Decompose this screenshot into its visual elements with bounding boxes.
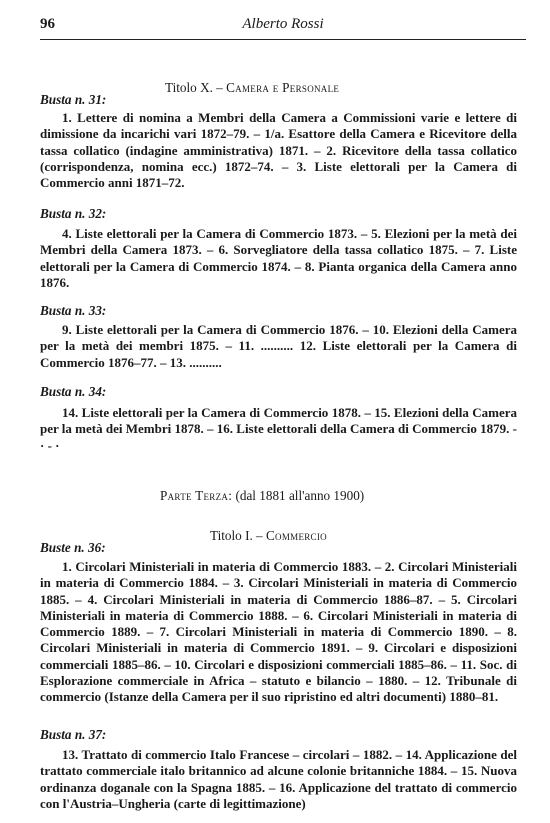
busta-heading: Busta n. 32: [40, 206, 107, 221]
section-title [165, 80, 339, 96]
busta-heading: Buste n. 36: [40, 540, 106, 555]
section-title-caps: Commercio [265, 528, 327, 543]
section-title [210, 528, 327, 544]
part-heading-caps: Parte Terza: [160, 488, 233, 503]
busta-heading: Busta n. 31: [40, 92, 107, 107]
section-title-prefix: Titolo I. – [210, 528, 266, 543]
inventory-paragraph: 4. Liste elettorali per la Camera di Commercio 1873. – 5. Elezioni per la metà dei Membri della Camera 1873. – 6. Sorvegliatore della tassa collatico 1875. – 7. Liste elettorali per la Camera di Commercio 1874. – 8. Pianta organica della Camera anno 1876. [40, 226, 517, 290]
header-rule [40, 39, 526, 40]
busta-heading: Busta n. 33: [40, 303, 107, 318]
inventory-paragraph: 14. Liste elettorali per la Camera di Commercio 1878. – 15. Elezioni della Camera per la metà dei Membri 1878. – 16. Liste elettorali della Camera di Commercio 1879. - · - · [40, 405, 517, 453]
page-number: 96 [40, 16, 55, 32]
running-title: Alberto Rossi [242, 16, 324, 32]
inventory-paragraph: 1. Circolari Ministeriali in materia di Commercio 1883. – 2. Circolari Ministeriali in materia di Commercio 1884. – 3. Circolari Ministeriali in materia di Commercio 1885. – 4. Circolari Ministeriali in materia di Commercio 1886–87. – 5. Circolari Ministeriali in materia di Commercio 1888. – 6. Circolari Ministeriali in materia di Commercio 1889. – 7. Circolari Ministeriali in materia di Commercio 1890. – 8. Circolari Ministeriali in materia di Commercio 1891. – 9. Circolari e disposizioni commerciali 1885–86. – 10. Circolari e disposizioni commerciali 1885–86. – 11. Soc. di Esplorazione commerciale in Africa – statuto e bilancio – 1880. – 12. Tribunale di commercio (Istanze della Camera per il suo ripristino ed altri documenti) 1880–81. [40, 559, 517, 705]
section-title-prefix: Titolo X. – [165, 80, 227, 95]
busta-heading: Busta n. 34: [40, 384, 107, 399]
section-title-caps: Camera e Personale [226, 80, 340, 95]
part-heading-rest: (dal 1881 all'anno 1900) [232, 488, 365, 503]
inventory-paragraph: 1. Lettere di nomina a Membri della Camera a Commissioni varie e lettere di dimissione da incarichi vari 1872–79. – 1/a. Esattore della Camera e Ricevitore della tassa collatico (indagine amministrativa) 1871. – 2. Ricevitore della tassa collatico (corrispondenza, nomina ecc.) 1872–74. – 3. Liste elettorali per la Camera di Commercio anni 1871–72. [40, 110, 517, 191]
part-heading [160, 488, 364, 504]
inventory-paragraph: 13. Trattato di commercio Italo Francese – circolari – 1882. – 14. Applicazione del trattato commerciale italo britannico ad alcune colonie britanniche 1884. – 15. Nuova ordinanza doganale con la Spagna 1885. – 16. Applicazione del trattato di commercio con l'Austria–Ungheria (carte di legittimazione) [40, 747, 517, 811]
busta-heading: Busta n. 37: [40, 727, 107, 742]
inventory-paragraph: 9. Liste elettorali per la Camera di Commercio 1876. – 10. Elezioni della Camera per la metà dei membri 1875. – 11. .......... 12. Liste elettorali per la Camera di Commercio 1876–77. – 13. .......... [40, 322, 517, 370]
page-header [40, 16, 526, 38]
